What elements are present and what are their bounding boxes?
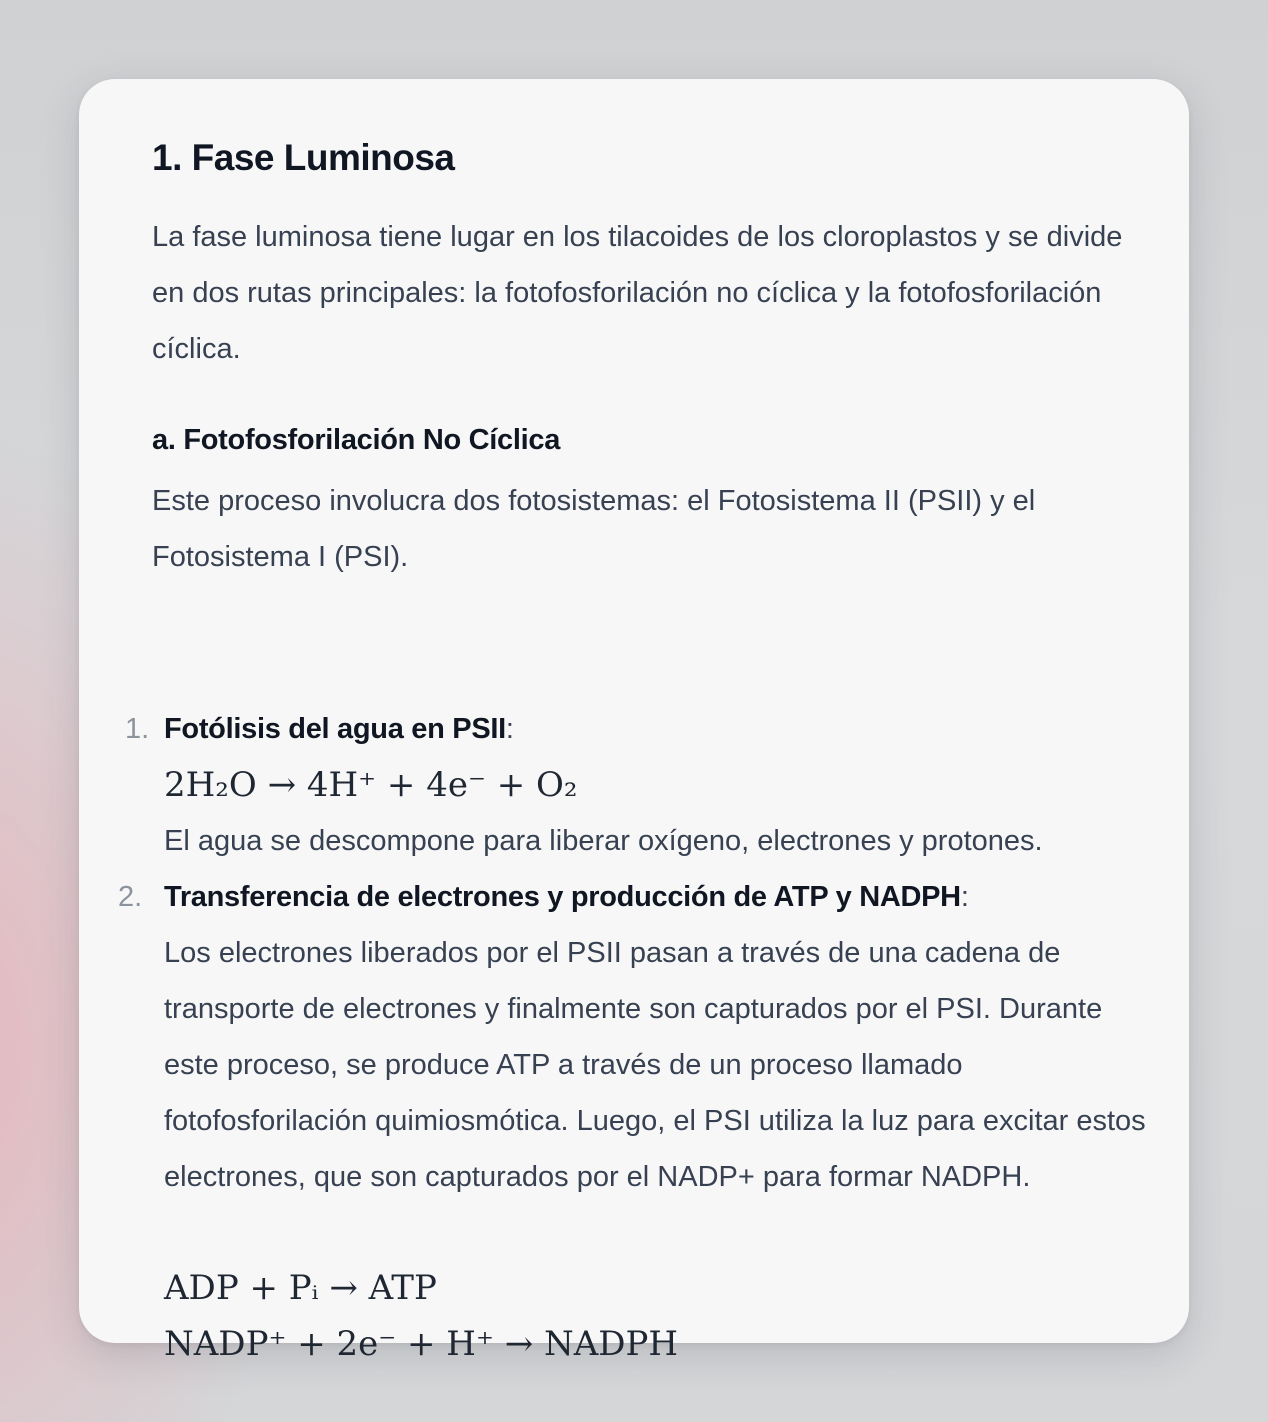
list-item-title-suffix: : — [505, 713, 514, 745]
list-item-title-suffix: : — [960, 881, 969, 913]
list-item-title-text: Transferencia de electrones y producción de ATP y NADPH — [164, 881, 961, 913]
message-card — [79, 79, 1189, 1364]
list-number: 2. — [118, 881, 143, 913]
subsection-paragraph: Este proceso involucra dos fotosistemas: el Fotosistema II (PSII) y el Fotosistema I (PSI). — [152, 485, 1036, 573]
equation-nadph: NADP⁺ + 2e⁻ + H⁺ → NADPH — [164, 1324, 679, 1364]
subsection-heading: a. Fotofosforilación No Cíclica — [152, 424, 561, 456]
list-item-text: El agua se descompone para liberar oxígeno, electrones y protones. — [164, 825, 1043, 857]
list-item-text: Los electrones liberados por el PSII pasan a través de una cadena de transporte de electrones y finalmente son capturados por el PSI. Durante este proceso, se produce ATP a través de un proceso llamado fotofosforilación quimiosmótica. Luego, el PSI utiliza la luz para excitar estos electrones, que son capturados por el NADP+ para formar NADPH. — [164, 937, 1146, 1193]
section-heading: 1. Fase Luminosa — [152, 137, 455, 178]
intro-paragraph: La fase luminosa tiene lugar en los tilacoides de los cloroplastos y se divide en dos rutas principales: la fotofosforilación no cíclica y la fotofosforilación cíclica. — [152, 221, 1123, 365]
equation-photolysis: 2H₂O → 4H⁺ + 4e⁻ + O₂ — [164, 765, 578, 805]
list-item-title — [164, 869, 969, 925]
equation-atp: ADP + Pᵢ → ATP — [164, 1268, 437, 1308]
list-item-title-text: Fotólisis del agua en PSII — [164, 713, 506, 745]
list-number: 1. — [125, 713, 150, 745]
list-item-title — [164, 701, 514, 757]
